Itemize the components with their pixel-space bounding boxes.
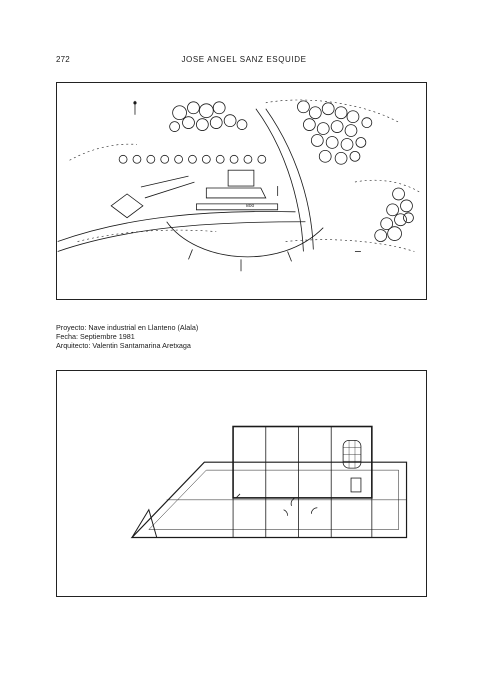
site-plan-label: 800 (245, 203, 255, 209)
tree-cluster (297, 101, 371, 164)
running-head: JOSE ANGEL SANZ ESQUIDE (181, 55, 307, 64)
caption-architect: Arquitecto: Valentin Santamarina Aretxaga (56, 341, 191, 350)
tree-cluster (375, 188, 414, 242)
caption-project: Proyecto: Nave industrial en Llanteno (Alala) (56, 323, 199, 332)
caption-date: Fecha: Septiembre 1981 (56, 332, 135, 341)
site-plan-figure (56, 82, 427, 300)
floor-plan-figure (56, 370, 427, 597)
site-plan-drawing (57, 83, 426, 299)
page-number: 272 (56, 55, 70, 64)
figure-caption (56, 323, 198, 350)
tree-row (119, 155, 266, 163)
floor-plan-drawing (57, 371, 426, 596)
tree-cluster (170, 102, 247, 132)
